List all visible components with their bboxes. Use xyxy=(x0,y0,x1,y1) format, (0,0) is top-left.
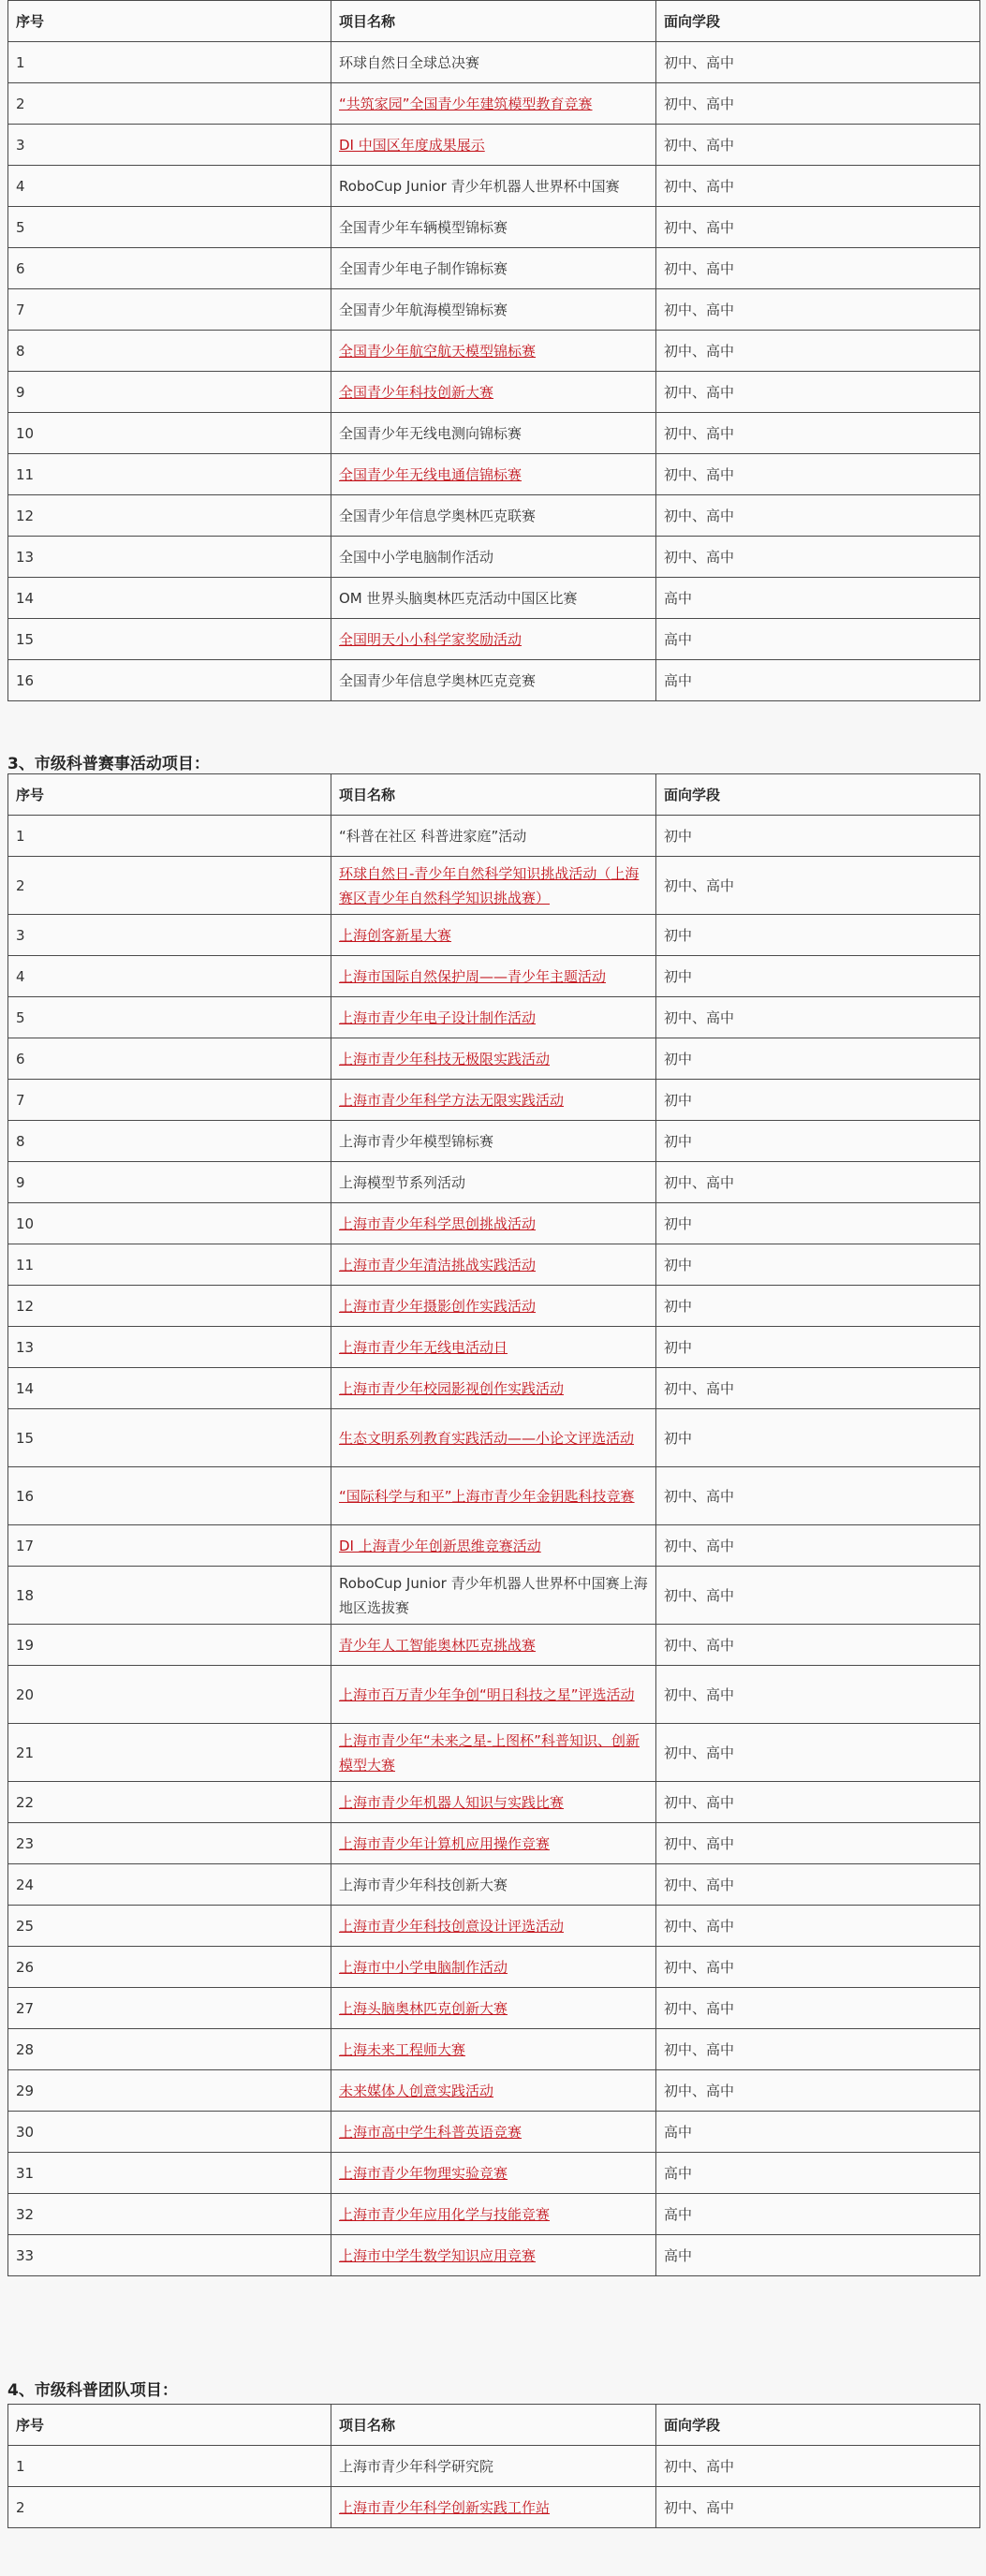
project-link[interactable]: 未来媒体人创意实践活动 xyxy=(339,2082,494,2099)
cell-no: 4 xyxy=(8,956,331,997)
cell-name: 全国青少年航海模型锦标赛 xyxy=(331,289,656,331)
cell-name[interactable] xyxy=(331,1080,656,1121)
cell-no: 6 xyxy=(8,248,331,289)
table-row xyxy=(8,1080,980,1121)
cell-level: 初中、高中 xyxy=(656,2070,980,2112)
cell-level: 初中、高中 xyxy=(656,1625,980,1666)
cell-level: 高中 xyxy=(656,2153,980,2194)
table-row xyxy=(8,2112,980,2153)
cell-level: 初中、高中 xyxy=(656,413,980,454)
table-row xyxy=(8,83,980,125)
cell-no: 6 xyxy=(8,1038,331,1080)
cell-name[interactable] xyxy=(331,1525,656,1567)
cell-no: 16 xyxy=(8,660,331,701)
table-row xyxy=(8,1467,980,1525)
cell-level: 初中、高中 xyxy=(656,166,980,207)
cell-name[interactable] xyxy=(331,454,656,495)
cell-level: 初中、高中 xyxy=(656,83,980,125)
cell-no: 19 xyxy=(8,1625,331,1666)
project-link[interactable]: 上海市青少年无线电活动日 xyxy=(339,1338,508,1356)
cell-no: 3 xyxy=(8,125,331,166)
table-row xyxy=(8,454,980,495)
project-link[interactable]: 上海市中小学电脑制作活动 xyxy=(339,1958,508,1976)
table-row xyxy=(8,537,980,578)
project-link[interactable]: 青少年人工智能奥林匹克挑战赛 xyxy=(339,1636,537,1654)
cell-level: 初中 xyxy=(656,1286,980,1327)
cell-no: 30 xyxy=(8,2112,331,2153)
table-row xyxy=(8,1906,980,1947)
cell-name[interactable] xyxy=(331,2112,656,2153)
project-link[interactable]: 上海市青少年校园影视创作实践活动 xyxy=(339,1379,565,1397)
cell-no: 33 xyxy=(8,2235,331,2276)
header-level: 面向学段 xyxy=(656,1,980,42)
cell-level: 初中、高中 xyxy=(656,1782,980,1823)
table-row xyxy=(8,1121,980,1162)
table-row xyxy=(8,1038,980,1080)
cell-name[interactable] xyxy=(331,2153,656,2194)
cell-level: 初中 xyxy=(656,1121,980,1162)
table-row xyxy=(8,413,980,454)
cell-name[interactable] xyxy=(331,1327,656,1368)
cell-no: 14 xyxy=(8,1368,331,1409)
project-link[interactable]: 上海创客新星大赛 xyxy=(339,926,452,944)
table-row xyxy=(8,1625,980,1666)
project-link[interactable]: 上海市百万青少年争创“明日科技之星”评选活动 xyxy=(339,1685,635,1703)
cell-level: 初中、高中 xyxy=(656,1567,980,1625)
cell-name[interactable] xyxy=(331,1947,656,1988)
cell-level: 初中 xyxy=(656,1080,980,1121)
cell-name: 上海市青少年模型锦标赛 xyxy=(331,1121,656,1162)
table-row xyxy=(8,2070,980,2112)
cell-name[interactable] xyxy=(331,1038,656,1080)
cell-level: 高中 xyxy=(656,2235,980,2276)
cell-no: 7 xyxy=(8,1080,331,1121)
cell-level: 高中 xyxy=(656,2194,980,2235)
cell-no: 29 xyxy=(8,2070,331,2112)
cell-level: 初中、高中 xyxy=(656,1368,980,1409)
project-link[interactable]: “国际科学与和平”上海市青少年金钥匙科技竞赛 xyxy=(339,1487,635,1505)
cell-level: 初中、高中 xyxy=(656,1724,980,1782)
city-events-table xyxy=(7,773,980,2276)
project-link[interactable]: “共筑家园”全国青少年建筑模型教育竞赛 xyxy=(339,95,593,112)
cell-level: 初中、高中 xyxy=(656,1864,980,1906)
project-link[interactable]: 上海市青少年机器人知识与实践比赛 xyxy=(339,1793,565,1811)
cell-name[interactable] xyxy=(331,2487,656,2528)
cell-level: 初中、高中 xyxy=(656,372,980,413)
project-link[interactable]: 上海市青少年电子设计制作活动 xyxy=(339,1008,537,1026)
table-header-row xyxy=(8,774,980,816)
cell-no: 32 xyxy=(8,2194,331,2235)
cell-name[interactable] xyxy=(331,1823,656,1864)
table-row xyxy=(8,1823,980,1864)
table-row xyxy=(8,2194,980,2235)
table-row xyxy=(8,331,980,372)
header-level: 面向学段 xyxy=(656,774,980,816)
cell-no: 9 xyxy=(8,372,331,413)
table-row xyxy=(8,495,980,537)
project-link[interactable]: 上海市青少年科技无极限实践活动 xyxy=(339,1050,551,1067)
table-row xyxy=(8,1864,980,1906)
header-level: 面向学段 xyxy=(656,2405,980,2446)
cell-name[interactable] xyxy=(331,1782,656,1823)
cell-name[interactable] xyxy=(331,1368,656,1409)
table-row xyxy=(8,248,980,289)
cell-no: 16 xyxy=(8,1467,331,1525)
city-teams-table xyxy=(7,2404,980,2528)
cell-no: 27 xyxy=(8,1988,331,2029)
cell-level: 初中 xyxy=(656,816,980,857)
project-link[interactable]: 上海市青少年清洁挑战实践活动 xyxy=(339,1256,537,1273)
cell-name: 全国青少年车辆模型锦标赛 xyxy=(331,207,656,248)
cell-level: 初中、高中 xyxy=(656,997,980,1038)
cell-level: 初中、高中 xyxy=(656,857,980,915)
cell-level: 初中 xyxy=(656,1244,980,1286)
cell-no: 26 xyxy=(8,1947,331,1988)
cell-no: 24 xyxy=(8,1864,331,1906)
table-row xyxy=(8,619,980,660)
cell-level: 初中、高中 xyxy=(656,1666,980,1724)
cell-no: 17 xyxy=(8,1525,331,1567)
cell-no: 21 xyxy=(8,1724,331,1782)
table-row xyxy=(8,956,980,997)
project-link[interactable]: 上海市青少年计算机应用操作竞赛 xyxy=(339,1834,551,1852)
cell-level: 初中 xyxy=(656,1038,980,1080)
cell-no: 10 xyxy=(8,1203,331,1244)
cell-name[interactable] xyxy=(331,956,656,997)
table-row xyxy=(8,1666,980,1724)
cell-no: 15 xyxy=(8,619,331,660)
cell-level: 高中 xyxy=(656,619,980,660)
cell-name[interactable] xyxy=(331,1906,656,1947)
cell-no: 20 xyxy=(8,1666,331,1724)
cell-level: 初中、高中 xyxy=(656,207,980,248)
table-row xyxy=(8,1525,980,1567)
cell-no: 10 xyxy=(8,413,331,454)
cell-no: 23 xyxy=(8,1823,331,1864)
cell-name[interactable] xyxy=(331,619,656,660)
cell-no: 4 xyxy=(8,166,331,207)
table-row xyxy=(8,1327,980,1368)
project-link[interactable]: 上海市中学生数学知识应用竞赛 xyxy=(339,2246,537,2264)
cell-no: 14 xyxy=(8,578,331,619)
cell-no: 5 xyxy=(8,207,331,248)
cell-level: 初中、高中 xyxy=(656,2029,980,2070)
cell-level: 初中 xyxy=(656,915,980,956)
cell-level: 高中 xyxy=(656,660,980,701)
table-row xyxy=(8,857,980,915)
project-link[interactable]: 上海市青少年物理实验竞赛 xyxy=(339,2164,508,2182)
cell-name: 全国青少年电子制作锦标赛 xyxy=(331,248,656,289)
table-row xyxy=(8,1162,980,1203)
cell-no: 28 xyxy=(8,2029,331,2070)
cell-name: 上海市青少年科技创新大赛 xyxy=(331,1864,656,1906)
cell-name: 全国青少年无线电测向锦标赛 xyxy=(331,413,656,454)
project-link[interactable]: 上海市青少年摄影创作实践活动 xyxy=(339,1297,537,1315)
project-link[interactable]: 上海头脑奥林匹克创新大赛 xyxy=(339,1999,508,2017)
cell-no: 18 xyxy=(8,1567,331,1625)
cell-level: 初中、高中 xyxy=(656,331,980,372)
table-row xyxy=(8,1368,980,1409)
cell-level: 初中、高中 xyxy=(656,125,980,166)
header-no: 序号 xyxy=(8,2405,331,2446)
cell-no: 12 xyxy=(8,1286,331,1327)
project-link[interactable]: 生态文明系列教育实践活动——小论文评选活动 xyxy=(339,1429,635,1447)
table-row xyxy=(8,2487,980,2528)
cell-name[interactable] xyxy=(331,372,656,413)
table-row xyxy=(8,289,980,331)
header-name: 项目名称 xyxy=(331,774,656,816)
cell-level: 初中、高中 xyxy=(656,42,980,83)
cell-no: 11 xyxy=(8,454,331,495)
cell-name[interactable] xyxy=(331,1409,656,1467)
cell-level: 高中 xyxy=(656,578,980,619)
table-row xyxy=(8,42,980,83)
project-link[interactable]: 全国明天小小科学家奖励活动 xyxy=(339,630,522,648)
project-link[interactable]: DI 上海青少年创新思维竞赛活动 xyxy=(339,1537,541,1554)
cell-no: 1 xyxy=(8,42,331,83)
table-row xyxy=(8,166,980,207)
cell-no: 1 xyxy=(8,816,331,857)
cell-name: RoboCup Junior 青少年机器人世界杯中国赛 xyxy=(331,166,656,207)
cell-no: 5 xyxy=(8,997,331,1038)
table-row xyxy=(8,915,980,956)
cell-no: 8 xyxy=(8,331,331,372)
table-row xyxy=(8,1988,980,2029)
cell-name[interactable] xyxy=(331,331,656,372)
cell-name[interactable] xyxy=(331,1203,656,1244)
table-row xyxy=(8,997,980,1038)
table-row xyxy=(8,2235,980,2276)
table-row xyxy=(8,207,980,248)
table-row xyxy=(8,1203,980,1244)
cell-name: RoboCup Junior 青少年机器人世界杯中国赛上海地区选拔赛 xyxy=(331,1567,656,1625)
cell-no: 8 xyxy=(8,1121,331,1162)
cell-no: 11 xyxy=(8,1244,331,1286)
cell-name: 上海市青少年科学研究院 xyxy=(331,2446,656,2487)
cell-no: 1 xyxy=(8,2446,331,2487)
cell-no: 12 xyxy=(8,495,331,537)
project-link[interactable]: 全国青少年无线电通信锦标赛 xyxy=(339,465,522,483)
table-row xyxy=(8,2446,980,2487)
cell-name[interactable] xyxy=(331,1244,656,1286)
project-link[interactable]: DI 中国区年度成果展示 xyxy=(339,136,485,154)
cell-no: 7 xyxy=(8,289,331,331)
cell-level: 初中 xyxy=(656,1409,980,1467)
cell-level: 初中、高中 xyxy=(656,248,980,289)
cell-name[interactable] xyxy=(331,2235,656,2276)
cell-level: 初中 xyxy=(656,956,980,997)
cell-name: OM 世界头脑奥林匹克活动中国区比赛 xyxy=(331,578,656,619)
cell-level: 初中 xyxy=(656,1327,980,1368)
cell-level: 初中、高中 xyxy=(656,2487,980,2528)
project-link[interactable]: 上海市高中学生科普英语竞赛 xyxy=(339,2123,522,2141)
cell-level: 初中、高中 xyxy=(656,1162,980,1203)
table-row xyxy=(8,1409,980,1467)
cell-no: 3 xyxy=(8,915,331,956)
cell-name: 上海模型节系列活动 xyxy=(331,1162,656,1203)
cell-name[interactable] xyxy=(331,83,656,125)
cell-name[interactable] xyxy=(331,1988,656,2029)
header-no: 序号 xyxy=(8,1,331,42)
project-link[interactable]: 上海未来工程师大赛 xyxy=(339,2040,466,2058)
project-link[interactable]: 上海市青少年科学思创挑战活动 xyxy=(339,1214,537,1232)
cell-level: 高中 xyxy=(656,2112,980,2153)
table-row xyxy=(8,1567,980,1625)
table-row xyxy=(8,578,980,619)
project-link[interactable]: 全国青少年航空航天模型锦标赛 xyxy=(339,342,537,360)
cell-no: 25 xyxy=(8,1906,331,1947)
national-events-table xyxy=(7,0,980,701)
cell-name[interactable] xyxy=(331,2029,656,2070)
project-link[interactable]: 上海市青少年“未来之星-上图杯”科普知识、创新模型大赛 xyxy=(339,1731,640,1774)
section-3-title: 3、市级科普赛事活动项目： xyxy=(7,755,210,773)
header-name: 项目名称 xyxy=(331,2405,656,2446)
project-link[interactable]: 上海市青少年科学创新实践工作站 xyxy=(339,2498,551,2516)
cell-name: 全国青少年信息学奥林匹克联赛 xyxy=(331,495,656,537)
table-row xyxy=(8,1724,980,1782)
cell-name[interactable] xyxy=(331,1467,656,1525)
cell-no: 13 xyxy=(8,537,331,578)
cell-no: 9 xyxy=(8,1162,331,1203)
cell-level: 初中、高中 xyxy=(656,1467,980,1525)
project-link[interactable]: 上海市青少年科学方法无限实践活动 xyxy=(339,1091,565,1109)
cell-no: 22 xyxy=(8,1782,331,1823)
cell-no: 15 xyxy=(8,1409,331,1467)
cell-name[interactable] xyxy=(331,125,656,166)
cell-level: 初中、高中 xyxy=(656,1988,980,2029)
cell-name: 全国中小学电脑制作活动 xyxy=(331,537,656,578)
table-row xyxy=(8,1782,980,1823)
table-row xyxy=(8,372,980,413)
cell-level: 初中、高中 xyxy=(656,495,980,537)
table-row xyxy=(8,2029,980,2070)
cell-level: 初中、高中 xyxy=(656,2446,980,2487)
cell-name[interactable] xyxy=(331,915,656,956)
cell-name[interactable] xyxy=(331,857,656,915)
cell-name[interactable] xyxy=(331,1724,656,1782)
table-header-row xyxy=(8,2405,980,2446)
cell-level: 初中、高中 xyxy=(656,1525,980,1567)
cell-name: 全国青少年信息学奥林匹克竞赛 xyxy=(331,660,656,701)
project-link[interactable]: 全国青少年科技创新大赛 xyxy=(339,383,494,401)
cell-name[interactable] xyxy=(331,1625,656,1666)
cell-name: “科普在社区 科普进家庭”活动 xyxy=(331,816,656,857)
table-row xyxy=(8,125,980,166)
cell-level: 初中、高中 xyxy=(656,1906,980,1947)
project-link[interactable]: 上海市国际自然保护周——青少年主题活动 xyxy=(339,967,607,985)
cell-level: 初中、高中 xyxy=(656,537,980,578)
cell-level: 初中、高中 xyxy=(656,454,980,495)
cell-name: 环球自然日全球总决赛 xyxy=(331,42,656,83)
project-link[interactable]: 环球自然日-青少年自然科学知识挑战活动（上海赛区青少年自然科学知识挑战赛） xyxy=(339,864,640,906)
cell-level: 初中、高中 xyxy=(656,1947,980,1988)
cell-name[interactable] xyxy=(331,2194,656,2235)
table-row xyxy=(8,1244,980,1286)
cell-no: 31 xyxy=(8,2153,331,2194)
project-link[interactable]: 上海市青少年科技创意设计评选活动 xyxy=(339,1917,565,1935)
cell-no: 2 xyxy=(8,2487,331,2528)
cell-level: 初中、高中 xyxy=(656,289,980,331)
section-4-title: 4、市级科普团队项目： xyxy=(7,2381,178,2400)
cell-no: 13 xyxy=(8,1327,331,1368)
cell-name[interactable] xyxy=(331,1286,656,1327)
table-row xyxy=(8,2153,980,2194)
table-row xyxy=(8,816,980,857)
table-row xyxy=(8,1947,980,1988)
cell-name[interactable] xyxy=(331,1666,656,1724)
cell-level: 初中、高中 xyxy=(656,1823,980,1864)
cell-no: 2 xyxy=(8,83,331,125)
table-row xyxy=(8,1286,980,1327)
project-link[interactable]: 上海市青少年应用化学与技能竞赛 xyxy=(339,2205,551,2223)
table-header-row xyxy=(8,1,980,42)
cell-no: 2 xyxy=(8,857,331,915)
header-name: 项目名称 xyxy=(331,1,656,42)
cell-level: 初中 xyxy=(656,1203,980,1244)
cell-name[interactable] xyxy=(331,997,656,1038)
cell-name[interactable] xyxy=(331,2070,656,2112)
header-no: 序号 xyxy=(8,774,331,816)
table-row xyxy=(8,660,980,701)
